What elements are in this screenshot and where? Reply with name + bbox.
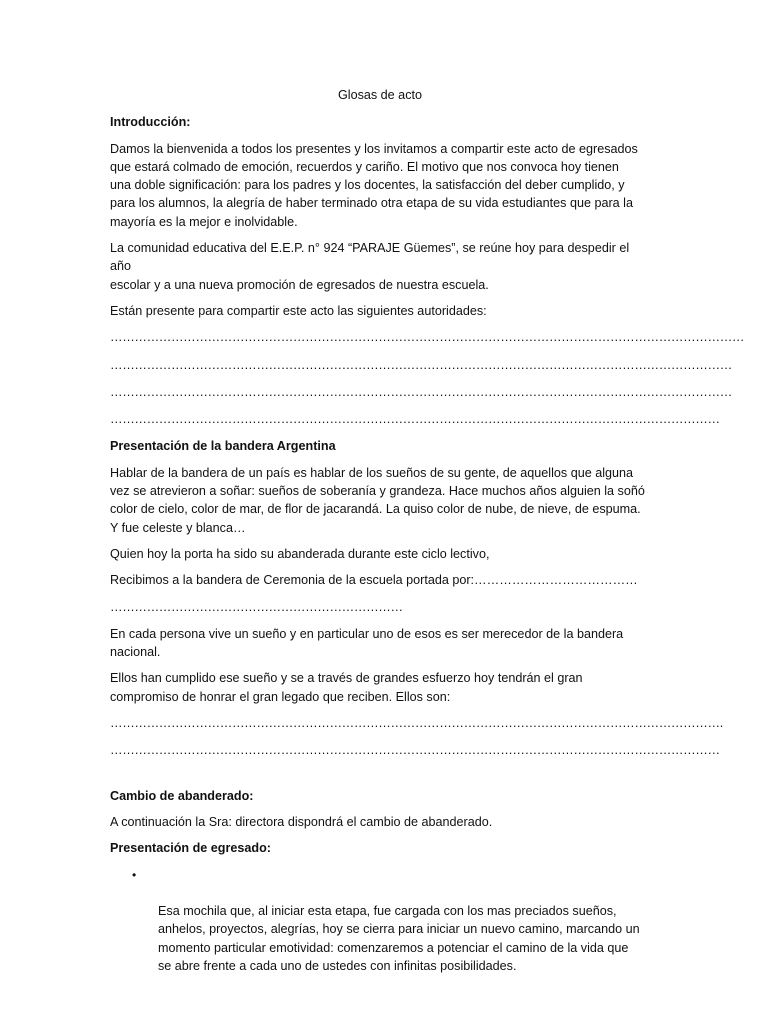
authorities-blank-line: ………………………………………………………………………………………………………………………………………: [110, 384, 732, 399]
escort-blank-line: ……………………………………………………………………………………………………………………………………: [110, 743, 720, 758]
authorities-blank-line: ………………………………………………………………………………………………………………………………………: [110, 357, 732, 372]
intro-paragraph-community: La comunidad educativa del E.E.P. n° 924 “PARAJE Güemes”, se reúne hoy para despedir el año escolar y a una nueva promoción de egresados de nuestra escuela.: [110, 241, 630, 292]
list-item-text: Esa mochila que, al iniciar esta etapa, fue cargada con los mas preciados sueños, anhelos, proyectos, alegrías, hoy se cierra para iniciar un nuevo camino, marcando un momento particular emotividad: comenzaremos a potenciar el camino de la vida que se abre frente a cada uno de ustedes con infinitas posibilidades.: [158, 904, 640, 973]
graduates-heading: Presentación de egresado:: [110, 841, 271, 856]
graduates-list: [110, 866, 650, 976]
intro-heading: Introducción:: [110, 115, 191, 130]
bullet-icon: •: [132, 867, 137, 882]
flag-paragraph-dreams: Hablar de la bandera de un país es hablar de los sueños de su gente, de aquellos que alguna vez se atrevieron a soñar: sueños de soberanía y grandeza. Hace muchos años alguien la soñó color de cielo, color de mar, de flor de jacarandá. La quiso color de nube, de nieve, de espuma. Y fue celeste y blanca…: [110, 465, 645, 535]
document-title: Glosas de acto: [337, 88, 422, 102]
intro-paragraph-authorities: Están presente para compartir este acto las siguientes autoridades:: [110, 303, 487, 318]
flag-paragraph-bearer: Quien hoy la porta ha sido su abanderada durante este ciclo lectivo,: [110, 546, 490, 561]
escort-blank-line: …………………………………………………………………………………………………………………………………….: [110, 716, 723, 731]
list-item: [110, 866, 650, 976]
flag-paragraph-commitment: Ellos han cumplido ese sueño y se a través de grandes esfuerzo hoy tendrán el gran compromiso de honrar el gran legado que reciben. Ellos son:: [110, 671, 583, 704]
flag-paragraph-merit: En cada persona vive un sueño y en particular uno de esos es ser merecedor de la bandera nacional.: [110, 626, 624, 660]
section-spacer: [110, 769, 650, 787]
flag-bearer-blank-line: ………………………………………………………………: [110, 599, 403, 614]
flag-paragraph-receive: Recibimos a la bandera de Ceremonia de la escuela portada por:…………………………………: [110, 573, 638, 588]
change-paragraph: A continuación la Sra: directora dispondrá el cambio de abanderado.: [110, 814, 493, 829]
change-heading: Cambio de abanderado:: [110, 788, 254, 803]
document-page: [110, 86, 745, 975]
authorities-blank-line: …………………………………………………………………………………………………………………………………………: [110, 330, 745, 345]
authorities-blank-line: ……………………………………………………………………………………………………………………………………: [110, 412, 720, 427]
intro-paragraph-welcome: Damos la bienvenida a todos los presentes y los invitamos a compartir este acto de egresados que estará colmado de emoción, recuerdos y cariño. El motivo que nos convoca hoy tienen una doble significación: para los padres y los docentes, la satisfacción del deber cumplido, y para los alumnos, la alegría de haber terminado otra etapa de su vida estudiantes que para la mayoría es la mejor e inolvidable.: [110, 141, 638, 229]
flag-heading: Presentación de la bandera Argentina: [110, 439, 336, 454]
